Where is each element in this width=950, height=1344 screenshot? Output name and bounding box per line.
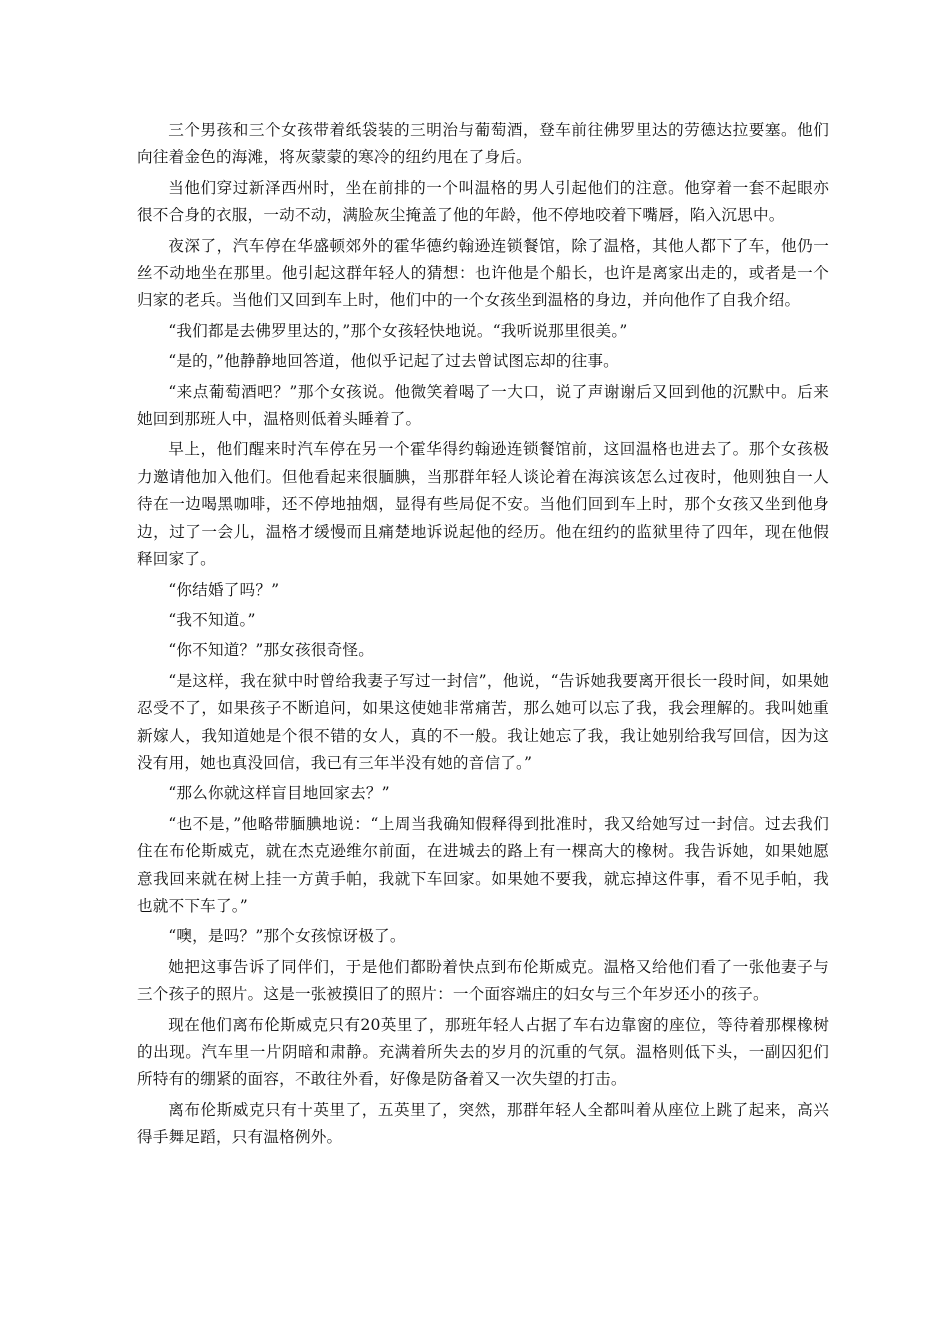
- paragraph: “那么你就这样盲目地回家去？”: [168, 784, 390, 803]
- paragraph: “是的，”他静静地回答道，他似乎记起了过去曾试图忘却的往事。: [168, 352, 619, 371]
- paragraph: “噢，是吗？”那个女孩惊讶极了。: [168, 927, 406, 946]
- document-page: [137, 117, 829, 1155]
- paragraph: “你结婚了吗？”: [168, 580, 280, 599]
- paragraph: 夜深了，汽车停在华盛顿郊外的霍华德约翰逊连锁餐馆，除了温格，其他人都下了车，他仍一丝不动地坐在那里。他引起这群年轻人的猜想：也许他是个船长，也许是离家出走的，或者是一个归家的老兵。当他们又回到车上时，他们中的一个女孩坐到温格的身边，并向他作了自我介绍。: [137, 236, 829, 310]
- paragraph: 三个男孩和三个女孩带着纸袋装的三明治与葡萄酒，登车前往佛罗里达的劳德达拉要塞。他们向往着金色的海滩，将灰蒙蒙的寒冷的纽约甩在了身后。: [137, 121, 829, 167]
- paragraph: 早上，他们醒来时汽车停在另一个霍华得约翰逊连锁餐馆前，这回温格也进去了。那个女孩极力邀请他加入他们。但他看起来很腼腆，当那群年轻人谈论着在海滨该怎么过夜时，他则独自一人待在一边喝黑咖啡，还不停地抽烟，显得有些局促不安。当他们回到车上时，那个女孩又坐到他身边，过了一会儿，温格才缓慢而且痛楚地诉说起他的经历。他在纽约的监狱里待了四年，现在他假释回家了。: [137, 440, 829, 569]
- paragraph: 现在他们离布伦斯威克只有20英里了，那班年轻人占据了车右边靠窗的座位，等待着那棵橡树的出现。汽车里一片阴暗和肃静。充满着所失去的岁月的沉重的气氛。温格则低下头，一副囚犯们所特有的绷紧的面容，不敢往外看，好像是防备着又一次失望的打击。: [137, 1015, 829, 1089]
- paragraph: 当他们穿过新泽西州时，坐在前排的一个叫温格的男人引起他们的注意。他穿着一套不起眼亦很不合身的衣服，一动不动，满脸灰尘掩盖了他的年龄，他不停地咬着下嘴唇，陷入沉思中。: [137, 178, 829, 225]
- paragraph: 离布伦斯威克只有十英里了，五英里了，突然，那群年轻人全都叫着从座位上跳了起来，高兴得手舞足蹈，只有温格例外。: [137, 1100, 829, 1147]
- paragraph: “我们都是去佛罗里达的，”那个女孩轻快地说。“我听说那里很美。”: [168, 321, 628, 340]
- paragraph: “来点葡萄酒吧？”那个女孩说。他微笑着喝了一大口，说了声谢谢后又回到他的沉默中。后来她回到那班人中，温格则低着头睡着了。: [137, 382, 829, 429]
- paragraph: “是这样，我在狱中时曾给我妻子写过一封信”，他说，“告诉她我要离开很长一段时间，如果她忍受不了，如果孩子不断追问，如果这使她非常痛苦，那么她可以忘了我，我会理解的。我叫她重新嫁人，我知道她是个很不错的女人，真的不一般。我让她忘了我，我让她别给我写回信，因为这没有用，她也真没回信，我已有三年半没有她的音信了。”: [137, 671, 829, 772]
- paragraph: “你不知道？”那女孩很奇怪。: [168, 641, 375, 660]
- paragraph: “也不是，”他略带腼腆地说：“上周当我确知假释得到批准时，我又给她写过一封信。过去我们住在布伦斯威克，就在杰克逊维尔前面，在进城去的路上有一棵高大的橡树。我告诉她，如果她愿意我回来就在树上挂一方黄手帕，我就下车回家。如果她不要我，就忘掉这件事，看不见手帕，我也就不下车了。”: [137, 814, 829, 915]
- paragraph: “我不知道。”: [168, 610, 256, 629]
- paragraph: 她把这事告诉了同伴们，于是他们都盼着快点到布伦斯威克。温格又给他们看了一张他妻子与三个孩子的照片。这是一张被摸旧了的照片：一个面容端庄的妇女与三个年岁还小的孩子。: [137, 957, 829, 1004]
